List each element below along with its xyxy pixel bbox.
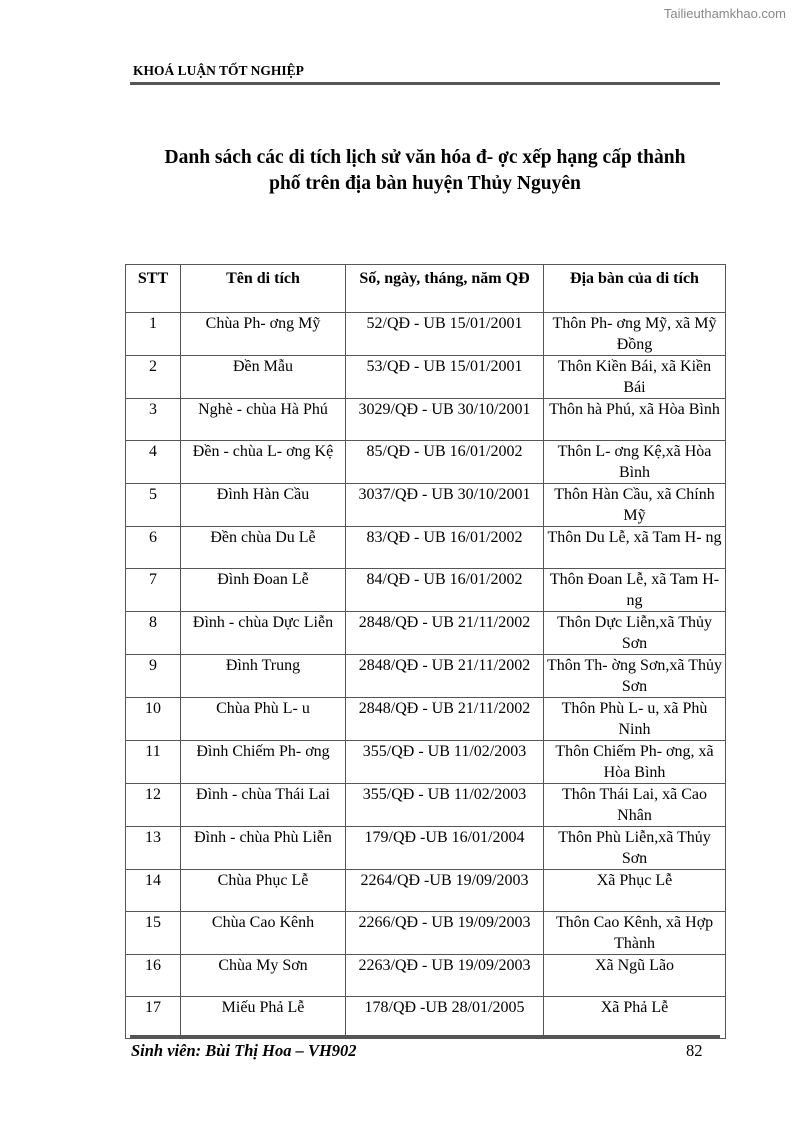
cell-location: Thôn Ph- ơng Mỹ, xã Mỹ Đồng [544,313,726,356]
cell-stt: 6 [126,527,181,569]
cell-location: Thôn Chiếm Ph- ơng, xã Hòa Bình [544,741,726,784]
cell-stt: 16 [126,955,181,997]
column-header-stt: STT [126,265,181,313]
cell-decision: 84/QĐ - UB 16/01/2002 [346,569,544,612]
cell-location: Thôn hà Phú, xã Hòa Bình [544,399,726,441]
cell-name: Đình Chiếm Ph- ơng [181,741,346,784]
cell-stt: 11 [126,741,181,784]
cell-decision: 2848/QĐ - UB 21/11/2002 [346,698,544,741]
table-row [126,955,726,997]
cell-location: Thôn L- ơng Kệ,xã Hòa Bình [544,441,726,484]
footer-author: Sinh viên: Bùi Thị Hoa – VH902 [131,1041,357,1060]
cell-location: Thôn Th- ờng Sơn,xã Thủy Sơn [544,655,726,698]
watermark: Tailieuthamkhao.com [663,6,786,21]
cell-decision: 355/QĐ - UB 11/02/2003 [346,784,544,827]
cell-location: Thôn Du Lễ, xã Tam H- ng [544,527,726,569]
table-row [126,484,726,527]
cell-location: Thôn Phù Liễn,xã Thủy Sơn [544,827,726,870]
cell-decision: 2266/QĐ - UB 19/09/2003 [346,912,544,955]
cell-name: Chùa My Sơn [181,955,346,997]
table-row [126,870,726,912]
table-row [126,912,726,955]
cell-decision: 52/QĐ - UB 15/01/2001 [346,313,544,356]
table-row [126,612,726,655]
cell-name: Đền - chùa L- ơng Kệ [181,441,346,484]
cell-stt: 7 [126,569,181,612]
cell-name: Đình Hàn Cầu [181,484,346,527]
cell-stt: 10 [126,698,181,741]
cell-stt: 8 [126,612,181,655]
table-row [126,741,726,784]
relics-table [125,264,726,1039]
cell-name: Chùa Ph- ơng Mỹ [181,313,346,356]
cell-decision: 83/QĐ - UB 16/01/2002 [346,527,544,569]
cell-decision: 2264/QĐ -UB 19/09/2003 [346,870,544,912]
table-row [126,655,726,698]
cell-name: Đình Đoan Lễ [181,569,346,612]
cell-stt: 17 [126,997,181,1039]
cell-decision: 53/QĐ - UB 15/01/2001 [346,356,544,399]
cell-stt: 1 [126,313,181,356]
cell-stt: 13 [126,827,181,870]
footer-rule [130,1035,720,1038]
table-row [126,399,726,441]
cell-name: Nghè - chùa Hà Phú [181,399,346,441]
running-header: KHOÁ LUẬN TỐT NGHIỆP [133,63,304,78]
cell-location: Thôn Phù L- u, xã Phù Ninh [544,698,726,741]
cell-stt: 5 [126,484,181,527]
cell-name: Đình - chùa Phù Liễn [181,827,346,870]
cell-stt: 4 [126,441,181,484]
table-row [126,527,726,569]
cell-location: Thôn Dực Liễn,xã Thủy Sơn [544,612,726,655]
cell-decision: 3037/QĐ - UB 30/10/2001 [346,484,544,527]
column-header-name: Tên di tích [181,265,346,313]
cell-decision: 2263/QĐ - UB 19/09/2003 [346,955,544,997]
column-header-decision: Số, ngày, tháng, năm QĐ [346,265,544,313]
cell-stt: 9 [126,655,181,698]
cell-name: Chùa Cao Kênh [181,912,346,955]
table-row [126,827,726,870]
table-row [126,569,726,612]
cell-location: Xã Phả Lễ [544,997,726,1039]
cell-decision: 178/QĐ -UB 28/01/2005 [346,997,544,1039]
cell-decision: 85/QĐ - UB 16/01/2002 [346,441,544,484]
cell-name: Đình - chùa Thái Lai [181,784,346,827]
cell-location: Thôn Hàn Cầu, xã Chính Mỹ [544,484,726,527]
table-row [126,698,726,741]
header-rule [130,82,720,85]
cell-name: Đình Trung [181,655,346,698]
column-header-location: Địa bàn của di tích [544,265,726,313]
cell-decision: 355/QĐ - UB 11/02/2003 [346,741,544,784]
cell-location: Thôn Thái Lai, xã Cao Nhân [544,784,726,827]
cell-name: Chùa Phục Lễ [181,870,346,912]
cell-stt: 15 [126,912,181,955]
table-row [126,784,726,827]
cell-stt: 12 [126,784,181,827]
table-row [126,313,726,356]
table-header-row [126,265,726,313]
cell-location: Thôn Kiền Bái, xã Kiền Bái [544,356,726,399]
cell-name: Đền chùa Du Lễ [181,527,346,569]
cell-location: Thôn Cao Kênh, xã Hợp Thành [544,912,726,955]
cell-name: Đình - chùa Dực Liễn [181,612,346,655]
cell-decision: 3029/QĐ - UB 30/10/2001 [346,399,544,441]
cell-stt: 14 [126,870,181,912]
page-title [100,145,750,197]
cell-stt: 2 [126,356,181,399]
page-number: 82 [686,1041,703,1060]
cell-decision: 179/QĐ -UB 16/01/2004 [346,827,544,870]
title-line-1: Danh sách các di tích lịch sử văn hóa đ- ợc xếp hạng cấp thành [164,147,686,168]
table-row [126,441,726,484]
cell-name: Đền Mẫu [181,356,346,399]
cell-location: Xã Ngũ Lão [544,955,726,997]
cell-name: Chùa Phù L- u [181,698,346,741]
cell-decision: 2848/QĐ - UB 21/11/2002 [346,612,544,655]
cell-decision: 2848/QĐ - UB 21/11/2002 [346,655,544,698]
table-row [126,997,726,1039]
cell-location: Xã Phục Lễ [544,870,726,912]
cell-stt: 3 [126,399,181,441]
cell-name: Miếu Phả Lễ [181,997,346,1039]
table-row [126,356,726,399]
title-line-2: phố trên địa bàn huyện Thủy Nguyên [269,173,581,194]
cell-location: Thôn Đoan Lễ, xã Tam H- ng [544,569,726,612]
